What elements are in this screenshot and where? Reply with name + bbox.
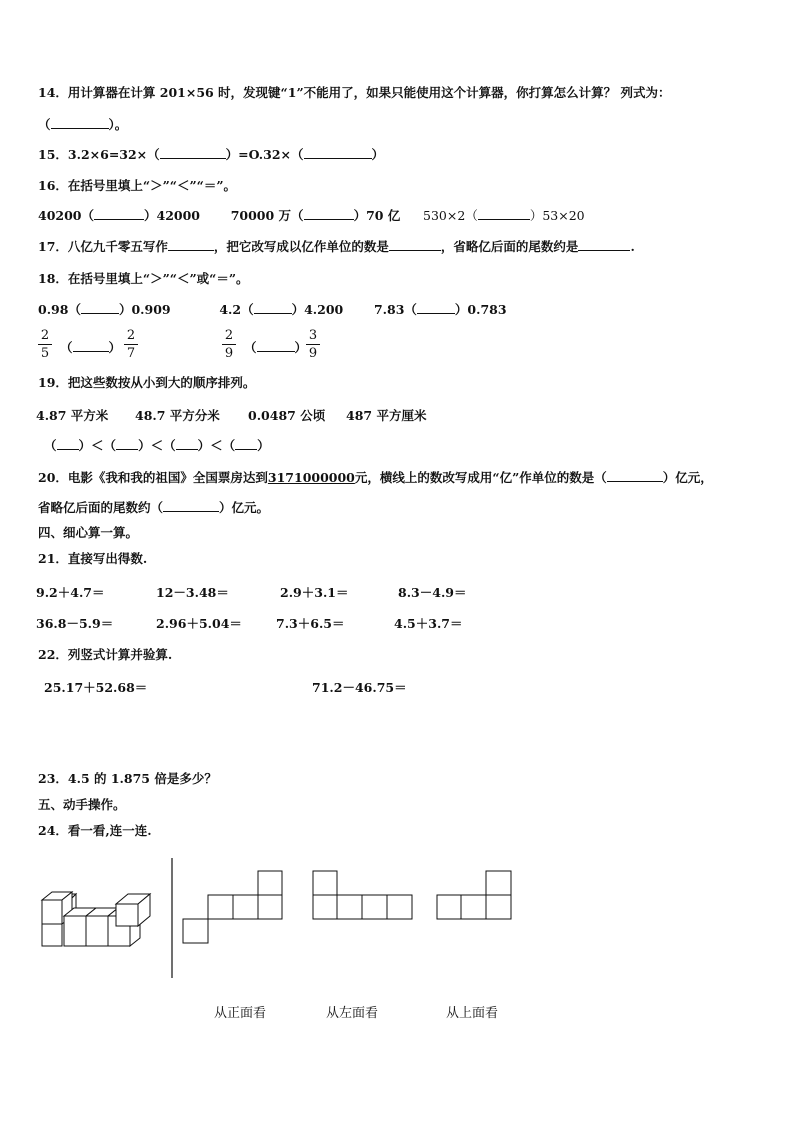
calc-item: 12－3.48＝	[156, 585, 229, 600]
calc-item: 36.8－5.9＝	[36, 616, 114, 631]
answer-blank[interactable]	[389, 238, 441, 251]
section-4-title: 四、细心算一算。	[38, 525, 139, 540]
q18-title: 18．在括号里填上“＞”“＜”或“＝”。	[38, 271, 249, 286]
calc-item: 71.2－46.75＝	[312, 680, 407, 695]
calc-item: 2.9＋3.1＝	[280, 585, 349, 600]
compare-blank-1: （ ）	[60, 340, 122, 355]
q15-line: 15．3.2×6=32×（ ）=O.32×（ ）	[38, 147, 385, 162]
answer-blank[interactable]	[116, 437, 138, 450]
q20-line2: 省略亿后面的尾数约（ ）亿元。	[38, 500, 270, 515]
q21-title: 21．直接写出得数.	[38, 551, 148, 566]
cube-stack-figure	[36, 890, 160, 950]
q23-title: 23．4.5 的 1.875 倍是多少？	[38, 771, 217, 786]
area-item: 487 平方厘米	[346, 408, 427, 423]
answer-blank[interactable]	[417, 301, 455, 314]
caption-left-view[interactable]: 从左面看	[326, 1006, 379, 1021]
section-5-title: 五、动手操作。	[38, 797, 126, 812]
underlined-number: 3171000000	[267, 470, 355, 485]
answer-blank[interactable]	[57, 437, 79, 450]
calc-item: 9.2＋4.7＝	[36, 585, 105, 600]
compare-blank-2: （ ）	[244, 340, 308, 355]
calc-item: 7.3＋6.5＝	[276, 616, 345, 631]
answer-blank[interactable]	[478, 207, 530, 220]
answer-blank[interactable]	[163, 499, 219, 512]
answer-blank[interactable]	[257, 339, 295, 352]
answer-blank[interactable]	[94, 207, 144, 220]
answer-blank[interactable]	[304, 207, 354, 220]
answer-blank[interactable]	[578, 238, 630, 251]
caption-top-view[interactable]: 从上面看	[446, 1006, 499, 1021]
area-item: 0.0487 公顷	[248, 408, 326, 423]
answer-blank[interactable]	[176, 437, 198, 450]
view-grid-3[interactable]	[436, 870, 516, 922]
q14-line1: 14．用计算器在计算 201×56 时，发现键“1”不能用了，如果只能使用这个计算器，你打算怎么计算？ 列式为：	[38, 85, 671, 100]
caption-front-view[interactable]: 从正面看	[214, 1006, 267, 1021]
fraction-2-7: $\frac{2}{7}$	[124, 328, 138, 361]
answer-blank[interactable]	[254, 301, 292, 314]
q19-title: 19．把这些数按从小到大的顺序排列。	[38, 375, 256, 390]
fraction-2-9: $\frac{2}{9}$	[222, 328, 236, 361]
divider-line	[170, 858, 174, 978]
q16-title: 16．在括号里填上“＞”“＜”“＝”。	[38, 178, 237, 193]
view-grid-2[interactable]	[312, 870, 416, 922]
q16-items: 40200（ ）42000 70000 万（ ）70 亿 530×2（ ）53×20	[38, 208, 585, 223]
answer-blank[interactable]	[304, 146, 372, 159]
answer-blank[interactable]	[81, 301, 119, 314]
view-grid-1[interactable]	[182, 870, 286, 946]
q19-order: （ ）＜（ ）＜（ ）＜（ ）	[44, 438, 270, 453]
fraction-2-5: $\frac{2}{5}$	[38, 328, 52, 361]
q17-line: 17．八亿九千零五写作 ，把它改写成以亿作单位的数是 ，省略亿后面的尾数约是 .	[38, 239, 635, 254]
answer-blank[interactable]	[168, 238, 214, 251]
area-item: 4.87 平方米	[36, 408, 109, 423]
calc-item: 4.5＋3.7＝	[394, 616, 463, 631]
answer-blank[interactable]	[235, 437, 257, 450]
fraction-3-9: $\frac{3}{9}$	[306, 328, 320, 361]
q20-line1: 20．电影《我和我的祖国》全国票房达到3171000000元，横线上的数改写成用“亿”作单位的数是（ ）亿元，	[38, 470, 713, 485]
calc-item: 8.3－4.9＝	[398, 585, 467, 600]
answer-blank[interactable]	[160, 146, 226, 159]
answer-blank[interactable]	[73, 339, 109, 352]
answer-blank[interactable]	[607, 469, 663, 482]
calc-item: 25.17＋52.68＝	[44, 680, 148, 695]
calc-item: 2.96＋5.04＝	[156, 616, 242, 631]
q14-line2: （ ）。	[38, 117, 128, 132]
q22-title: 22．列竖式计算并验算.	[38, 647, 173, 662]
answer-blank[interactable]	[51, 116, 109, 129]
q24-title: 24．看一看,连一连.	[38, 823, 152, 838]
q18-row1: 0.98（ ）0.909 4.2（ ）4.200 7.83（ ）0.783	[38, 302, 507, 317]
area-item: 48.7 平方分米	[135, 408, 220, 423]
